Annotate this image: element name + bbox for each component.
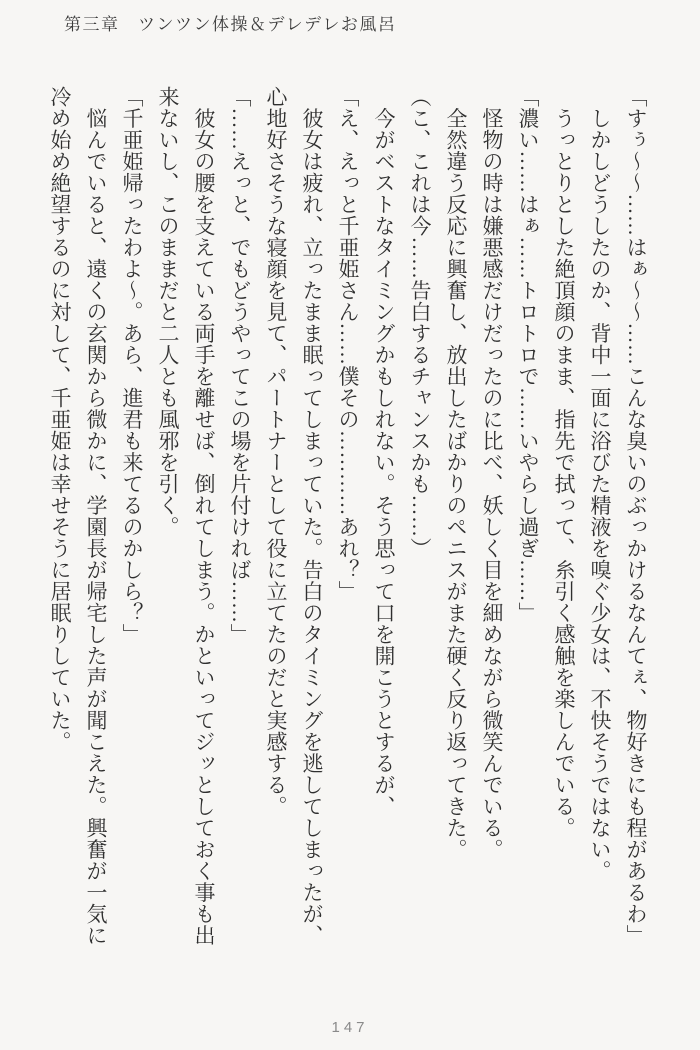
text-line: 冷め始め絶望するのに対して、千亜姫は幸せそうに居眠りしていた。 (48, 86, 72, 753)
text-line: うっとりとした絶頂顔のまま、指先で拭って、糸引く感触を楽しんでいる。 (552, 86, 576, 839)
text-line: （こ、これは今……告白するチャンスかも……） (408, 86, 432, 559)
text-line: 全然違う反応に興奮し、放出したばかりのペニスがまた硬く反り返ってきた。 (444, 86, 468, 860)
text-line: 「千亜姫帰ったわよ～。あら、進君も来てるのかしら？」 (120, 86, 144, 645)
text-line: 来ないし、このままだと二人とも風邪を引く。 (156, 86, 180, 538)
text-line: 「濃い……はぁ……トロトロで……いやらし過ぎ……」 (516, 86, 540, 624)
text-line: 心地好さそうな寝顔を見て、パートナーとして役に立てたのだと実感する。 (264, 86, 288, 817)
page-number: 147 (331, 1019, 369, 1036)
text-line: しかしどうしたのか、背中一面に浴びた精液を嗅ぐ少女は、不快そうではない。 (588, 86, 612, 882)
text-line: 「すぅ～～……はぁ～～……こんな臭いのぶっかけるなんてぇ、物好きにも程があるわ」 (624, 86, 648, 946)
text-line: 悩んでいると、遠くの玄関から微かに、学園長が帰宅した声が聞こえた。興奮が一気に (84, 86, 108, 946)
text-line: 「え、えっと千亜姫さん……僕その…………あれ？」 (336, 86, 360, 602)
body-text (32, 86, 654, 1018)
text-line: 今がベストなタイミングかもしれない。そう思って口を開こうとするが、 (372, 86, 396, 817)
text-line: 彼女は疲れ、立ったまま眠ってしまっていた。告白のタイミングを逃してしまったが、 (300, 86, 324, 946)
text-line: 怪物の時は嫌悪感だけだったのに比べ、妖しく目を細めながら微笑んでいる。 (480, 86, 504, 860)
text-line: 彼女の腰を支えている両手を離せば、倒れてしまう。かといってジッとしておく事も出 (192, 86, 216, 946)
text-line: 「……えっと、でもどうやってこの場を片付ければ……」 (228, 86, 252, 645)
chapter-header: 第三章 ツンツン体操＆デレデレお風呂 (64, 15, 397, 34)
